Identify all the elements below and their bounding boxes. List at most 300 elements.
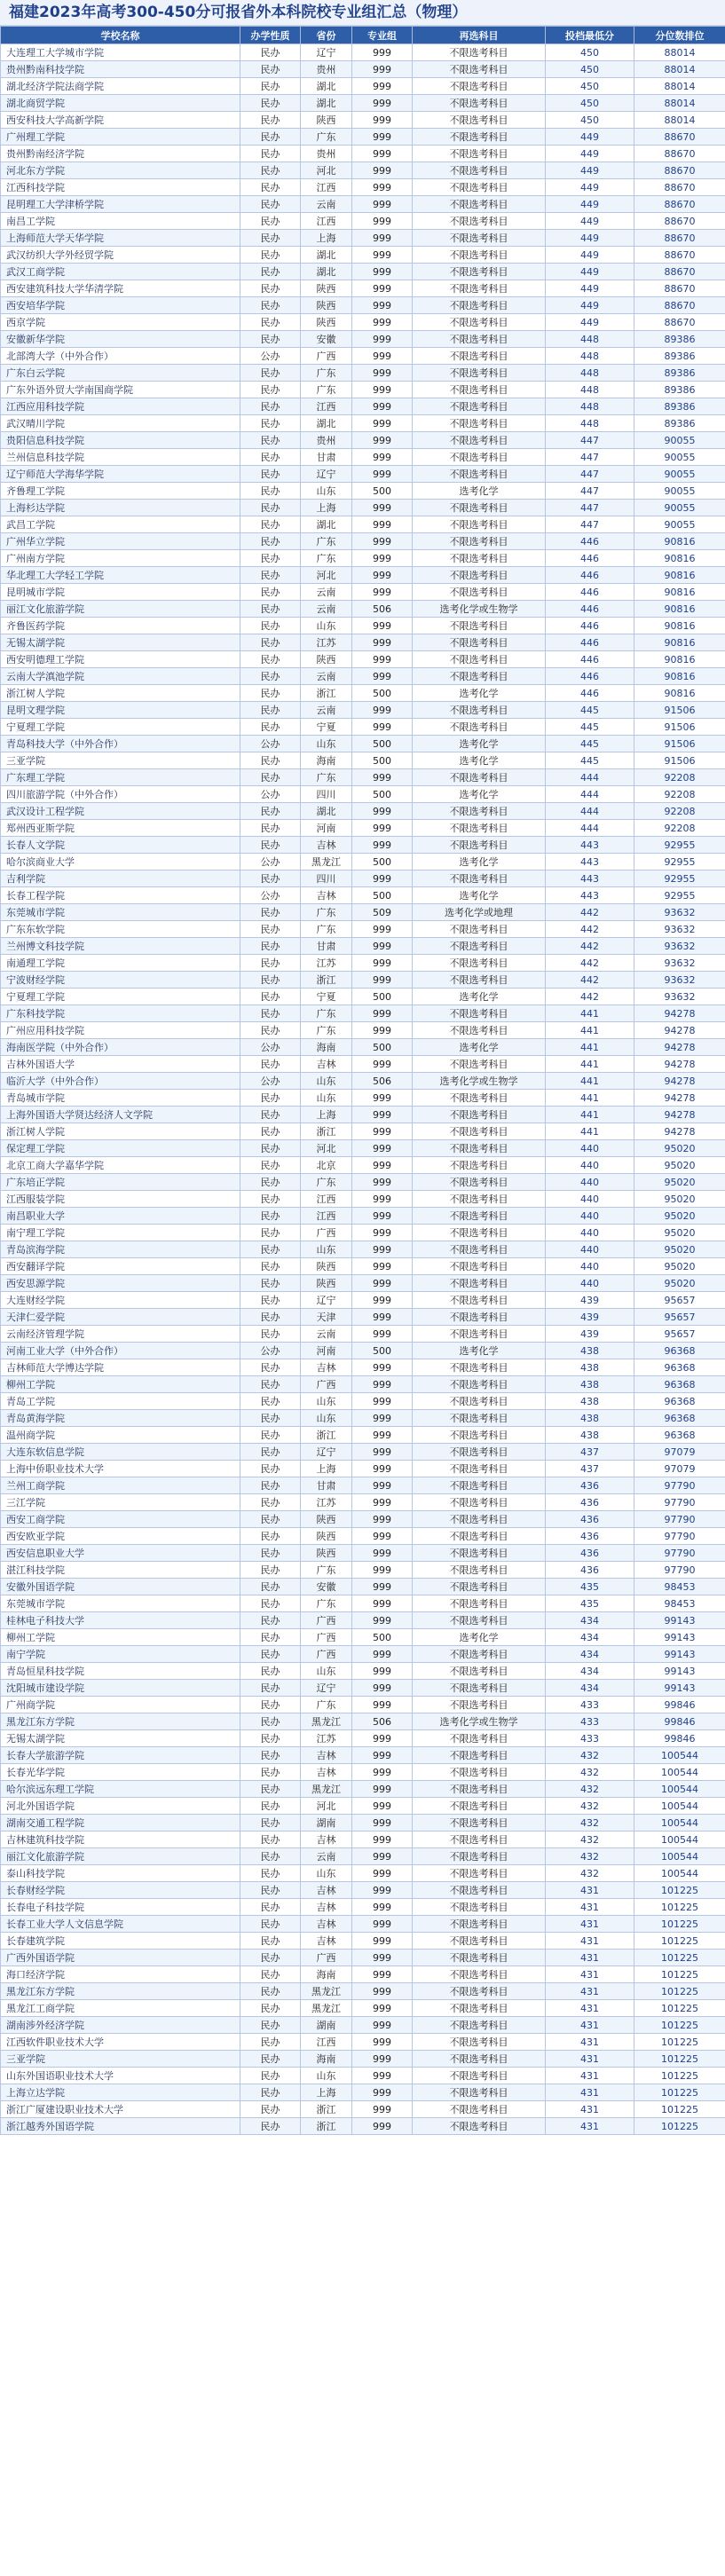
type-cell: 公办 [240,786,301,803]
type-cell: 民办 [240,1191,301,1208]
rank-cell: 92955 [634,837,725,854]
min-score-cell: 444 [546,786,634,803]
group-code-cell: 999 [352,230,413,247]
subjects-cell: 不限选考科目 [413,921,546,938]
type-cell: 民办 [240,314,301,331]
table-row [1,365,725,382]
rank-cell: 89386 [634,382,725,398]
school-name-cell: 广东白云学院 [1,365,240,382]
group-code-cell: 999 [352,1157,413,1174]
min-score-cell: 436 [546,1477,634,1494]
type-cell: 民办 [240,213,301,230]
group-code-cell: 999 [352,1309,413,1326]
province-cell: 陕西 [301,651,352,668]
type-cell: 民办 [240,820,301,837]
province-cell: 陕西 [301,280,352,297]
group-code-cell: 500 [352,483,413,500]
table-row [1,264,725,280]
rank-cell: 99846 [634,1713,725,1730]
province-cell: 云南 [301,1848,352,1865]
table-row [1,702,725,719]
province-cell: 广东 [301,1022,352,1039]
min-score-cell: 441 [546,1022,634,1039]
type-cell: 民办 [240,601,301,618]
province-cell: 山东 [301,736,352,752]
province-cell: 吉林 [301,1933,352,1950]
school-name-cell: 长春光华学院 [1,1764,240,1781]
rank-cell: 97079 [634,1461,725,1477]
rank-cell: 100544 [634,1865,725,1882]
type-cell: 民办 [240,1983,301,2000]
province-cell: 山东 [301,1090,352,1107]
type-cell: 民办 [240,1528,301,1545]
type-cell: 民办 [240,44,301,61]
school-name-cell: 沈阳城市建设学院 [1,1680,240,1697]
province-cell: 陕西 [301,1528,352,1545]
subjects-cell: 不限选考科目 [413,466,546,483]
table-row [1,1477,725,1494]
school-name-cell: 泰山科技学院 [1,1865,240,1882]
table-row [1,1461,725,1477]
school-name-cell: 温州商学院 [1,1427,240,1444]
group-code-cell: 999 [352,1258,413,1275]
province-cell: 广西 [301,1376,352,1393]
rank-cell: 88670 [634,162,725,179]
table-row [1,820,725,837]
rank-cell: 97079 [634,1444,725,1461]
type-cell: 民办 [240,2000,301,2017]
table-row [1,1056,725,1073]
subjects-cell: 不限选考科目 [413,1410,546,1427]
subjects-cell: 选考化学或生物学 [413,1713,546,1730]
min-score-cell: 450 [546,78,634,95]
type-cell: 民办 [240,78,301,95]
rank-cell: 90816 [634,651,725,668]
group-code-cell: 999 [352,837,413,854]
school-name-cell: 长春财经学院 [1,1882,240,1899]
school-name-cell: 安徽新华学院 [1,331,240,348]
rank-cell: 99143 [634,1612,725,1629]
rank-cell: 97790 [634,1511,725,1528]
type-cell: 民办 [240,1477,301,1494]
type-cell: 公办 [240,1343,301,1359]
school-name-cell: 哈尔滨商业大学 [1,854,240,870]
min-score-cell: 443 [546,854,634,870]
rank-cell: 97790 [634,1562,725,1579]
group-code-cell: 999 [352,2068,413,2084]
table-row [1,1326,725,1343]
rank-cell: 96368 [634,1359,725,1376]
school-name-cell: 贵州黔南科技学院 [1,61,240,78]
type-cell: 民办 [240,1107,301,1123]
rank-cell: 95020 [634,1191,725,1208]
group-code-cell: 500 [352,887,413,904]
province-cell: 云南 [301,584,352,601]
type-cell: 民办 [240,1815,301,1832]
school-name-cell: 南宁理工学院 [1,1225,240,1241]
subjects-cell: 不限选考科目 [413,1477,546,1494]
min-score-cell: 446 [546,601,634,618]
type-cell: 民办 [240,1174,301,1191]
school-name-cell: 江西应用科技学院 [1,398,240,415]
group-code-cell: 999 [352,2101,413,2118]
min-score-cell: 436 [546,1562,634,1579]
school-name-cell: 长春大学旅游学院 [1,1747,240,1764]
subjects-cell: 选考化学 [413,1343,546,1359]
subjects-cell: 不限选考科目 [413,2084,546,2101]
group-code-cell: 999 [352,1832,413,1848]
province-cell: 广东 [301,1562,352,1579]
group-code-cell: 999 [352,213,413,230]
rank-cell: 93632 [634,972,725,989]
province-cell: 江苏 [301,1494,352,1511]
rank-cell: 99143 [634,1629,725,1646]
school-name-cell: 西安建筑科技大学华清学院 [1,280,240,297]
min-score-cell: 431 [546,1882,634,1899]
province-cell: 河南 [301,820,352,837]
type-cell: 民办 [240,584,301,601]
group-code-cell: 999 [352,1376,413,1393]
type-cell: 民办 [240,550,301,567]
province-cell: 江苏 [301,955,352,972]
group-code-cell: 999 [352,1494,413,1511]
table-row [1,1444,725,1461]
min-score-cell: 441 [546,1123,634,1140]
group-code-cell: 999 [352,44,413,61]
table-row [1,1225,725,1241]
province-cell: 上海 [301,2084,352,2101]
subjects-cell: 不限选考科目 [413,1461,546,1477]
group-code-cell: 506 [352,1073,413,1090]
min-score-cell: 432 [546,1832,634,1848]
province-cell: 黑龙江 [301,2000,352,2017]
group-code-cell: 999 [352,1865,413,1882]
subjects-cell: 不限选考科目 [413,702,546,719]
table-row [1,938,725,955]
min-score-cell: 432 [546,1865,634,1882]
school-name-cell: 贵州黔南经济学院 [1,146,240,162]
school-name-cell: 华北理工大学轻工学院 [1,567,240,584]
min-score-cell: 433 [546,1713,634,1730]
min-score-cell: 449 [546,247,634,264]
table-row [1,1595,725,1612]
subjects-cell: 不限选考科目 [413,1427,546,1444]
subjects-cell: 选考化学 [413,483,546,500]
province-cell: 江苏 [301,634,352,651]
table-row [1,2084,725,2101]
type-cell: 民办 [240,685,301,702]
min-score-cell: 443 [546,870,634,887]
min-score-cell: 448 [546,398,634,415]
subjects-cell: 不限选考科目 [413,213,546,230]
subjects-cell: 不限选考科目 [413,870,546,887]
min-score-cell: 447 [546,500,634,516]
rank-cell: 101225 [634,2017,725,2034]
table-row [1,1983,725,2000]
rank-cell: 101225 [634,2051,725,2068]
province-cell: 海南 [301,2051,352,2068]
subjects-cell: 不限选考科目 [413,634,546,651]
group-code-cell: 999 [352,1798,413,1815]
min-score-cell: 446 [546,651,634,668]
subjects-cell: 不限选考科目 [413,129,546,146]
province-cell: 江西 [301,398,352,415]
province-cell: 安徽 [301,1579,352,1595]
subjects-cell: 不限选考科目 [413,1612,546,1629]
subjects-cell: 不限选考科目 [413,1275,546,1292]
type-cell: 民办 [240,179,301,196]
subjects-cell: 不限选考科目 [413,2118,546,2135]
type-cell: 民办 [240,1933,301,1950]
type-cell: 民办 [240,196,301,213]
group-code-cell: 999 [352,1022,413,1039]
subjects-cell: 不限选考科目 [413,820,546,837]
type-cell: 民办 [240,1747,301,1764]
school-name-cell: 吉利学院 [1,870,240,887]
province-cell: 湖北 [301,516,352,533]
rank-cell: 93632 [634,904,725,921]
group-code-cell: 999 [352,516,413,533]
subjects-cell: 不限选考科目 [413,769,546,786]
min-score-cell: 449 [546,179,634,196]
province-cell: 广西 [301,1612,352,1629]
province-cell: 吉林 [301,887,352,904]
rank-cell: 95020 [634,1258,725,1275]
type-cell: 民办 [240,129,301,146]
school-name-cell: 吉林建筑科技学院 [1,1832,240,1848]
province-cell: 上海 [301,230,352,247]
school-name-cell: 齐鲁理工学院 [1,483,240,500]
type-cell: 公办 [240,348,301,365]
group-code-cell: 999 [352,1528,413,1545]
min-score-cell: 439 [546,1326,634,1343]
rank-cell: 95020 [634,1140,725,1157]
type-cell: 民办 [240,466,301,483]
min-score-cell: 433 [546,1697,634,1713]
province-cell: 广东 [301,1005,352,1022]
school-name-cell: 河北外国语学院 [1,1798,240,1815]
min-score-cell: 449 [546,146,634,162]
table-row [1,584,725,601]
subjects-cell: 不限选考科目 [413,331,546,348]
type-cell: 民办 [240,837,301,854]
type-cell: 公办 [240,854,301,870]
min-score-cell: 446 [546,533,634,550]
subjects-cell: 不限选考科目 [413,1865,546,1882]
type-cell: 民办 [240,1730,301,1747]
subjects-cell: 不限选考科目 [413,264,546,280]
school-name-cell: 大连理工大学城市学院 [1,44,240,61]
min-score-cell: 440 [546,1140,634,1157]
min-score-cell: 432 [546,1848,634,1865]
min-score-cell: 441 [546,1107,634,1123]
min-score-cell: 448 [546,348,634,365]
rank-cell: 92208 [634,820,725,837]
min-score-cell: 436 [546,1494,634,1511]
group-code-cell: 999 [352,1056,413,1073]
rank-cell: 92955 [634,854,725,870]
type-cell: 民办 [240,618,301,634]
min-score-cell: 449 [546,314,634,331]
province-cell: 河北 [301,567,352,584]
group-code-cell: 999 [352,702,413,719]
school-name-cell: 桂林电子科技大学 [1,1612,240,1629]
province-cell: 广东 [301,550,352,567]
school-name-cell: 江西科技学院 [1,179,240,196]
rank-cell: 101225 [634,2101,725,2118]
school-name-cell: 湛江科技学院 [1,1562,240,1579]
rank-cell: 88670 [634,230,725,247]
school-name-cell: 齐鲁医药学院 [1,618,240,634]
type-cell: 民办 [240,1410,301,1427]
table-row [1,2000,725,2017]
table-row [1,1882,725,1899]
min-score-cell: 442 [546,938,634,955]
min-score-cell: 431 [546,2118,634,2135]
school-name-cell: 贵阳信息科技学院 [1,432,240,449]
type-cell: 民办 [240,1511,301,1528]
subjects-cell: 不限选考科目 [413,1562,546,1579]
rank-cell: 97790 [634,1494,725,1511]
subjects-cell: 选考化学 [413,736,546,752]
school-name-cell: 海口经济学院 [1,1966,240,1983]
type-cell: 民办 [240,702,301,719]
province-cell: 黑龙江 [301,1983,352,2000]
province-cell: 湖南 [301,1815,352,1832]
group-code-cell: 999 [352,1393,413,1410]
subjects-cell: 不限选考科目 [413,533,546,550]
table-row [1,1747,725,1764]
school-name-cell: 临沂大学（中外合作） [1,1073,240,1090]
rank-cell: 90816 [634,567,725,584]
group-code-cell: 999 [352,1461,413,1477]
group-code-cell: 999 [352,2118,413,2135]
school-name-cell: 武汉纺织大学外经贸学院 [1,247,240,264]
province-cell: 辽宁 [301,1444,352,1461]
table-row [1,1123,725,1140]
rank-cell: 97790 [634,1477,725,1494]
min-score-cell: 431 [546,2017,634,2034]
min-score-cell: 446 [546,634,634,651]
school-name-cell: 湖南涉外经济学院 [1,2017,240,2034]
school-name-cell: 西安培华学院 [1,297,240,314]
type-cell: 民办 [240,398,301,415]
province-cell: 广东 [301,1595,352,1612]
province-cell: 陕西 [301,1258,352,1275]
school-name-cell: 无锡太湖学院 [1,634,240,651]
type-cell: 民办 [240,1140,301,1157]
min-score-cell: 432 [546,1798,634,1815]
group-code-cell: 999 [352,1933,413,1950]
type-cell: 民办 [240,1241,301,1258]
school-name-cell: 青岛滨海学院 [1,1241,240,1258]
province-cell: 江西 [301,179,352,196]
rank-cell: 95020 [634,1225,725,1241]
group-code-cell: 999 [352,584,413,601]
province-cell: 广西 [301,1646,352,1663]
group-code-cell: 999 [352,280,413,297]
subjects-cell: 不限选考科目 [413,1005,546,1022]
subjects-cell: 不限选考科目 [413,95,546,112]
group-code-cell: 999 [352,1747,413,1764]
table-row [1,297,725,314]
type-cell: 民办 [240,1090,301,1107]
rank-cell: 90055 [634,466,725,483]
school-name-cell: 浙江越秀外国语学院 [1,2118,240,2135]
type-cell: 民办 [240,2068,301,2084]
min-score-cell: 449 [546,297,634,314]
type-cell: 民办 [240,1208,301,1225]
table-row [1,1680,725,1697]
group-code-cell: 999 [352,1444,413,1461]
school-name-cell: 海南医学院（中外合作） [1,1039,240,1056]
province-cell: 甘肃 [301,449,352,466]
school-name-cell: 安徽外国语学院 [1,1579,240,1595]
min-score-cell: 434 [546,1663,634,1680]
province-cell: 广东 [301,904,352,921]
subjects-cell: 不限选考科目 [413,78,546,95]
rank-cell: 101225 [634,2084,725,2101]
subjects-cell: 不限选考科目 [413,1326,546,1343]
school-name-cell: 广东科技学院 [1,1005,240,1022]
province-cell: 黑龙江 [301,1781,352,1798]
school-name-cell: 大连东软信息学院 [1,1444,240,1461]
subjects-cell: 不限选考科目 [413,938,546,955]
subjects-cell: 不限选考科目 [413,1225,546,1241]
rank-cell: 100544 [634,1764,725,1781]
group-code-cell: 999 [352,1680,413,1697]
subjects-cell: 不限选考科目 [413,500,546,516]
min-score-cell: 431 [546,2101,634,2118]
type-cell: 民办 [240,483,301,500]
group-code-cell: 999 [352,1950,413,1966]
column-header-group: 专业组 [352,27,413,44]
province-cell: 山东 [301,483,352,500]
min-score-cell: 434 [546,1612,634,1629]
group-code-cell: 999 [352,870,413,887]
min-score-cell: 440 [546,1157,634,1174]
group-code-cell: 999 [352,1140,413,1157]
group-code-cell: 500 [352,989,413,1005]
min-score-cell: 432 [546,1781,634,1798]
province-cell: 山东 [301,1241,352,1258]
table-row [1,2034,725,2051]
group-code-cell: 999 [352,1292,413,1309]
subjects-cell: 不限选考科目 [413,179,546,196]
province-cell: 广东 [301,365,352,382]
group-code-cell: 999 [352,2051,413,2068]
type-cell: 民办 [240,1562,301,1579]
min-score-cell: 447 [546,516,634,533]
min-score-cell: 449 [546,264,634,280]
province-cell: 宁夏 [301,719,352,736]
rank-cell: 88670 [634,196,725,213]
school-name-cell: 河南工业大学（中外合作） [1,1343,240,1359]
province-cell: 江西 [301,1191,352,1208]
type-cell: 民办 [240,1545,301,1562]
group-code-cell: 999 [352,1612,413,1629]
table-row [1,1528,725,1545]
province-cell: 浙江 [301,1123,352,1140]
group-code-cell: 999 [352,1899,413,1916]
province-cell: 吉林 [301,1882,352,1899]
min-score-cell: 438 [546,1427,634,1444]
min-score-cell: 432 [546,1747,634,1764]
type-cell: 民办 [240,1022,301,1039]
type-cell: 民办 [240,1376,301,1393]
subjects-cell: 不限选考科目 [413,1832,546,1848]
group-code-cell: 999 [352,769,413,786]
